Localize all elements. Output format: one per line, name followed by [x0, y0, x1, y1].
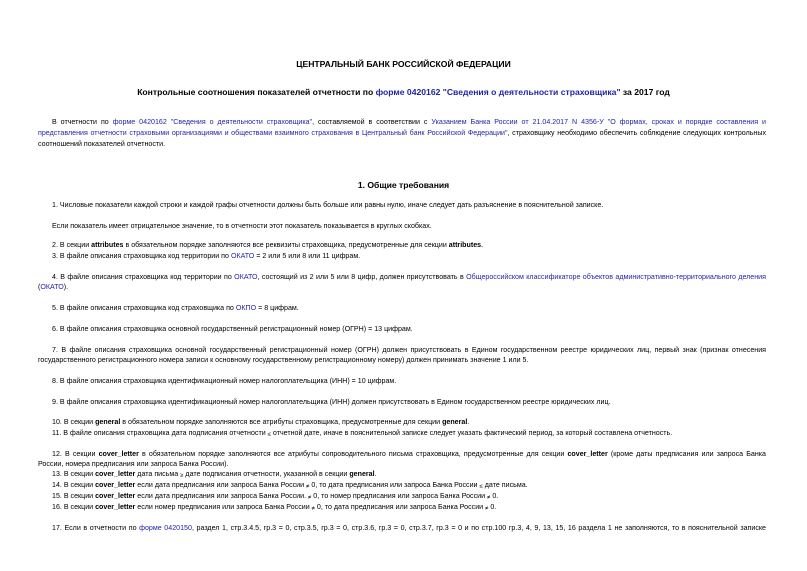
text: 4. В файле описания страховщика код территории по	[52, 273, 235, 281]
item-5	[52, 304, 299, 312]
text: (кроме даты предписания или запроса Банка	[607, 450, 766, 458]
code-cover-letter: cover_letter	[98, 450, 139, 458]
code-attributes: attributes	[91, 241, 124, 249]
text: если дата предписания или запроса Банка России	[135, 481, 307, 489]
title-text: Контрольные соотношения показателей отчетности по	[137, 87, 376, 97]
classifier-link[interactable]: Общероссийском классификаторе объектов административно-территориального деления	[466, 273, 766, 281]
text: 13. В секции	[52, 470, 96, 478]
section-1-title: 1. Общие требования	[357, 180, 450, 190]
text: = 8 цифрам.	[256, 304, 299, 312]
text: отчетной дате, иначе в пояснительной записке следует указать фактический период, за который составлена отчетность.	[270, 429, 673, 437]
okpo-link[interactable]: ОКПО	[235, 304, 257, 312]
code-general: general	[95, 418, 121, 426]
ne-mark: ≠	[311, 506, 315, 512]
item-4-line-2	[38, 283, 68, 291]
item-14	[52, 481, 528, 490]
text: .	[467, 418, 470, 426]
ne-mark: ≠	[308, 495, 312, 501]
okato-link[interactable]: ОКАТО	[230, 252, 255, 260]
text: дата письма	[135, 470, 181, 478]
item-11	[52, 429, 672, 438]
code-cover-letter: cover_letter	[95, 503, 136, 511]
text: 10. В секции	[52, 418, 96, 426]
code-cover-letter: cover_letter	[95, 481, 136, 489]
item-15	[52, 492, 498, 501]
title-form-link[interactable]: форме 0420162 "Сведения о деятельности страховщика"	[375, 87, 621, 97]
text: дате подписания отчетности, указанной в секции	[183, 470, 350, 478]
text: .	[481, 241, 484, 249]
text: если дата предписания или запроса Банка России.	[135, 492, 309, 500]
le-mark: ≤	[267, 432, 271, 438]
item-7-line-1	[38, 346, 766, 354]
text: дате письма.	[482, 481, 528, 489]
item-12-line-2: России, номера предписания или запроса Банка России).	[38, 460, 229, 468]
ne-mark: ≠	[485, 506, 489, 512]
intro-form-link[interactable]: форме 0420162 "Сведения о деятельности страховщика"	[112, 118, 313, 126]
item-1: 1. Числовые показатели каждой строки и каждой графы отчетности должны быть больше или равны нулю, иначе следует дать разъяснение в пояснительной записке.	[52, 201, 604, 209]
intro-text: , составляемой в соответствии с	[312, 118, 432, 126]
item-9: 9. В файле описания страховщика идентификационный номер налогоплательщика (ИНН) должен присутствовать в Едином государственном реестре юридических лиц.	[52, 398, 611, 406]
intro-line-1	[38, 118, 766, 126]
intro-decree-link-cont[interactable]: представления отчетности страховыми организациями и обществами взаимного страхования в Центральный банк Российской Федерации"	[38, 129, 508, 137]
item-10	[52, 418, 469, 426]
le-mark: ≤	[479, 484, 483, 490]
text: 0.	[488, 503, 497, 511]
intro-text: В отчетности по	[52, 118, 113, 126]
item-7-line-2: государственного регистрационного номера записи к основному государственному регистрационному номеру) должен принимать значение 1 или 5.	[38, 356, 529, 364]
text: , раздел 1, стр.3.4.5, гр.3 = 0, стр.3.5, гр.3 = 0, стр.3.6, гр.3 = 0, стр.3.7, гр.3 = 0 и по стр.100 гр.3, 4, 9, 13, 15, 16 раздела 1 не заполняются, то в пояснительной записке	[191, 524, 767, 532]
code-general: general	[442, 418, 468, 426]
text: в обязательном порядке заполняются все атрибуты страховщика, предусмотренные для секции	[120, 418, 443, 426]
text: 14. В секции	[52, 481, 96, 489]
item-1-note: Если показатель имеет отрицательное значение, то в отчетности этот показатель показывается в круглых скобках.	[52, 222, 432, 230]
form-0420150-link[interactable]: форме 0420150	[139, 524, 192, 532]
text: .	[374, 470, 377, 478]
text: если номер предписания или запроса Банка России	[135, 503, 312, 511]
ge-mark: ≥	[180, 473, 184, 479]
code-general: general	[349, 470, 375, 478]
text: 15. В секции	[52, 492, 96, 500]
text: 11. В файле описания страховщика дата подписания отчетности	[52, 429, 268, 437]
text: 0.	[490, 492, 499, 500]
text: 16. В секции	[52, 503, 96, 511]
item-8: 8. В файле описания страховщика идентификационный номер налогоплательщика (ИНН) = 10 цифрам.	[52, 377, 397, 385]
code-attributes: attributes	[448, 241, 482, 249]
text: 2. В секции	[52, 241, 92, 249]
okato-link[interactable]: ОКАТО	[234, 273, 258, 281]
intro-text: , страховщику необходимо обеспечить соблюдение следующих контрольных	[507, 129, 766, 137]
text: в обязательном порядке заполняются все атрибуты сопроводительного письма страховщика, предусмотренные для секции	[138, 450, 568, 458]
text: 0, то дата предписания или запроса Банка России	[309, 481, 480, 489]
item-4-line-1	[38, 273, 766, 281]
text: 12. В секции	[52, 450, 99, 458]
text: = 2 или 5 или 8 или 11 цифрам.	[254, 252, 361, 260]
text: в обязательном порядке заполняются все реквизиты страховщика, предусмотренные для секции	[123, 241, 449, 249]
item-12-line-1	[38, 450, 766, 458]
code-cover-letter: cover_letter	[95, 492, 136, 500]
text: , состоящий из 2 или 5 или 8 цифр, должен присутствовать в	[257, 273, 467, 281]
intro-line-3: соотношений показателей отчетности.	[38, 140, 166, 148]
item-13	[52, 470, 377, 479]
text: 3. В файле описания страховщика код территории по	[52, 252, 231, 260]
intro-decree-link[interactable]: Указанием Банка России от 21.04.2017 N 4356-У "О формах, сроках и порядке составления и	[431, 118, 766, 126]
document-title	[0, 87, 807, 97]
code-cover-letter: cover_letter	[95, 470, 136, 478]
item-6: 6. В файле описания страховщика основной государственный регистрационный номер (ОГРН) = 13 цифрам.	[52, 325, 413, 333]
text: (	[38, 283, 41, 291]
bank-title: ЦЕНТРАЛЬНЫЙ БАНК РОССИЙСКОЙ ФЕДЕРАЦИИ	[296, 59, 511, 69]
text: 17. Если в отчетности по	[52, 524, 140, 532]
item-16	[52, 503, 496, 512]
item-17-line-1	[38, 524, 766, 532]
item-3	[52, 252, 360, 260]
item-2	[52, 241, 483, 249]
text: 7. В файле описания страховщика основной государственный регистрационный номер (ОГРН) должен присутствовать в Едином государственном реестре юридических лиц, первый знак (признак отнесения	[52, 346, 766, 354]
text: 0, то дата предписания или запроса Банка России	[314, 503, 486, 511]
text: 5. В файле описания страховщика код страховщика по	[52, 304, 236, 312]
text: 0, то номер предписания или запроса Банка России	[311, 492, 488, 500]
ne-mark: ≠	[487, 495, 491, 501]
title-year: за 2017 год	[620, 87, 670, 97]
intro-line-2	[38, 129, 766, 137]
ne-mark: ≠	[306, 484, 310, 490]
code-cover-letter: cover_letter	[567, 450, 608, 458]
okato-link[interactable]: ОКАТО	[40, 283, 64, 291]
text: ).	[63, 283, 69, 291]
